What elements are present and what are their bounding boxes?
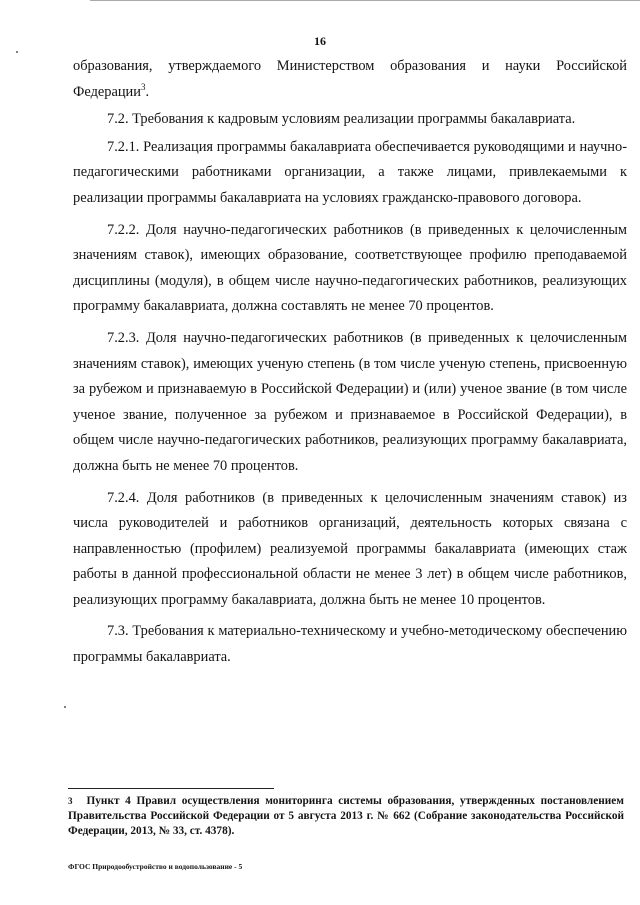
document-body [73, 54, 627, 671]
scan-speck [64, 706, 66, 708]
document-footer: ФГОС Природообустройство и водопользование - 5 [68, 862, 243, 871]
footnote-text: Пункт 4 Правил осуществления мониторинга системы образования, утвержденных постановлением Правительства Российской Федерации от 5 августа 2013 г. № 662 (Собрание законодательства Российской Федерации, 2013, № 33, ст. 4378). [68, 795, 624, 837]
scan-edge-line [90, 0, 640, 1]
footnote [68, 794, 624, 839]
section-heading-7-2: 7.2. Требования к кадровым условиям реализации программы бакалавриата. [107, 111, 576, 128]
footnote-separator [68, 788, 274, 789]
paragraph-continuation [73, 54, 627, 105]
section-heading-7-3: 7.3. Требования к материально-техническому и учебно-методическому обеспечению программы бакалавриата. [73, 623, 627, 666]
paragraph-7-2-3: 7.2.3. Доля научно-педагогических работников (в приведенных к целочисленным значениям ставок), имеющих ученую степень (в том числе ученую степень, присвоенную за рубежом и признаваемую в Российской Федерации) и (или) ученое звание (в том числе ученое звание, полученное за рубежом и признаваемое в Российской Федерации), в общем числе научно-педагогических работников, реализующих программу бакалавриата, должна быть не менее 70 процентов. [73, 329, 627, 474]
footnote-number: 3 [68, 796, 73, 806]
footnote-reference: 3 [140, 81, 146, 92]
paragraph-7-2-4: 7.2.4. Доля работников (в приведенных к целочисленным значениям ставок) из числа руководителей и работников организаций, деятельность которых связана с направленностью (профилем) реализуемой программы бакалавриата (имеющих стаж работы в данной профессиональной области не менее 3 лет) в общем числе работников, реализующих программу бакалавриата, должна быть не менее 10 процентов. [73, 489, 627, 608]
page-number: 16 [314, 34, 326, 48]
paragraph-continuation-text: образования, утверждаемого Министерством образования и науки Российской Федерации [73, 58, 627, 100]
scan-speck [16, 51, 18, 53]
paragraph-7-2-2: 7.2.2. Доля научно-педагогических работников (в приведенных к целочисленным значениям ставок), имеющих образование, соответствующее профилю преподаваемой дисциплины (модуля), в общем числе научно-педагогических работников, реализующих программу бакалавриата, должна составлять не менее 70 процентов. [73, 221, 627, 315]
paragraph-continuation-tail: . [145, 83, 150, 100]
paragraph-7-2-1: 7.2.1. Реализация программы бакалавриата обеспечивается руководящими и научно-педагогическими работниками организации, а также лицами, привлекаемыми к реализации программы бакалавриата на условиях гражданско-правового договора. [73, 138, 627, 206]
